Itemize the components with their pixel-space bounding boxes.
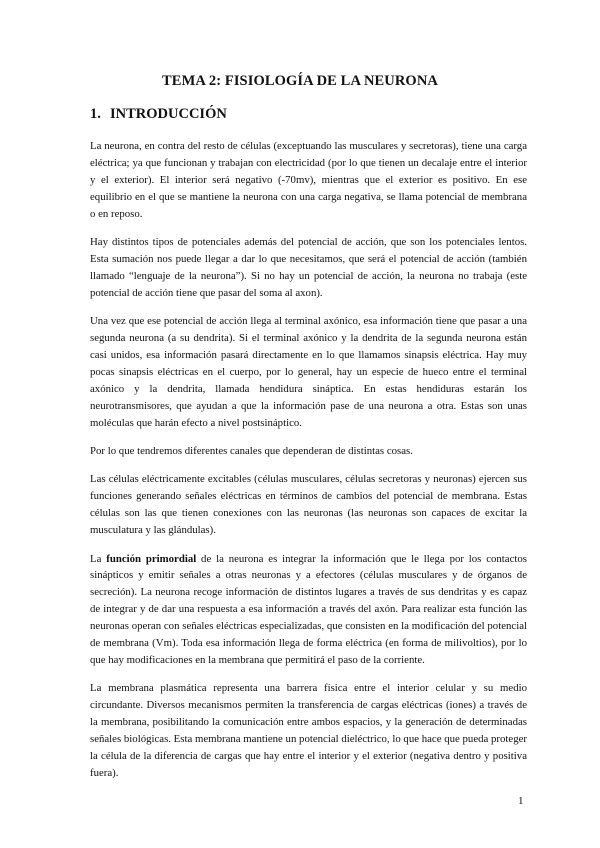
paragraph-5: Las células eléctricamente excitables (células musculares, células secretoras y neuronas) ejercen sus funciones generando señales eléctricas en términos de cambios del potencial de membrana. Estas células son las que tienen conexiones con las neuronas (las neuronas son capaces de excitar la musculatura y las glándulas). — [90, 473, 527, 537]
paragraph-6 — [90, 551, 527, 669]
primary-function-term: función primordial — [106, 552, 197, 565]
section-heading — [90, 106, 227, 123]
document-title: TEMA 2: FISIOLOGÍA DE LA NEURONA — [162, 73, 438, 89]
section-number: 1. — [90, 106, 101, 122]
paragraph-7: La membrana plasmática representa una barrera física entre el interior celular y su medio circundante. Diversos mecanismos permiten la transferencia de cargas eléctricas (iones) a través de la membrana, posibilitando la comunicación entre ambos espacios, y la generación de determinadas señales biológicas. Esta membrana mantiene un potencial dieléctrico, lo que hace que pueda proteger la célula de la diferencia de cargas que hay entre el interior y el exterior (negativa dentro y positiva fuera). — [90, 682, 527, 779]
paragraph-6-rest: de la neurona es integrar la información que le llega por los contactos sinápticos y emitir señales a otras neuronas y a efectores (células musculares y de órganos de secreción). La neurona recoge información de distintos lugares a través de sus dendritas y es capaz de integrar y de dar una respuesta a esa información a través del axón. Para realizar esta función las neuronas operan con señales eléctricas especializadas, que consisten en la modificación del potencial de membrana (Vm). Toda esa información llega de forma eléctrica (en forma de milivoltios), por lo que hay modificaciones en la membrana que permitirá el paso de la corriente. — [90, 552, 527, 666]
paragraph-6-intro: La — [90, 552, 107, 565]
paragraph-3: Una vez que ese potencial de acción llega al terminal axónico, esa información tiene que pasar a una segunda neurona (a su dendrita). Si el terminal axónico y la dendrita de la segunda neurona están casi unidos, esa información pasará directamente en lo que llamamos sinapsis eléctrica. Hay muy pocas sinapsis eléctricas en el cuerpo, por lo general, hay un especie de hueco entre el terminal axónico y la dendrita, llamada hendidura sináptica. En estas hendiduras estarán los neurotransmisores, que ayudan a que la información pase de una neurona a otra. Estas son unas moléculas que harán efecto a nivel postsináptico. — [90, 315, 527, 429]
section-title: INTRODUCCIÓN — [110, 106, 227, 122]
paragraph-1: La neurona, en contra del resto de células (exceptuando las musculares y secretoras), tiene una carga eléctrica; ya que funcionan y trabajan con electricidad (por lo que tienen un decalaje entre el interior y el exterior). El interior será negativo (-70mv), mientras que el exterior es positivo. En ese equilibrio en el que se mantiene la neurona con una carga negativa, se llama potencial de membrana o en reposo. — [90, 140, 527, 220]
page-number: 1 — [518, 795, 524, 807]
body-text — [90, 138, 527, 793]
paragraph-4: Por lo que tendremos diferentes canales que dependeran de distintas cosas. — [90, 445, 413, 457]
paragraph-2: Hay distintos tipos de potenciales además del potencial de acción, que son los potenciales lentos. Esta sumación nos puede llegar a dar lo que necesitamos, que será el potencial de acción (también llamado “lenguaje de la neurona”). Si no hay un potencial de acción, la neurona no trabaja (este potencial de acción tiene que pasar del soma al axon). — [90, 236, 527, 299]
